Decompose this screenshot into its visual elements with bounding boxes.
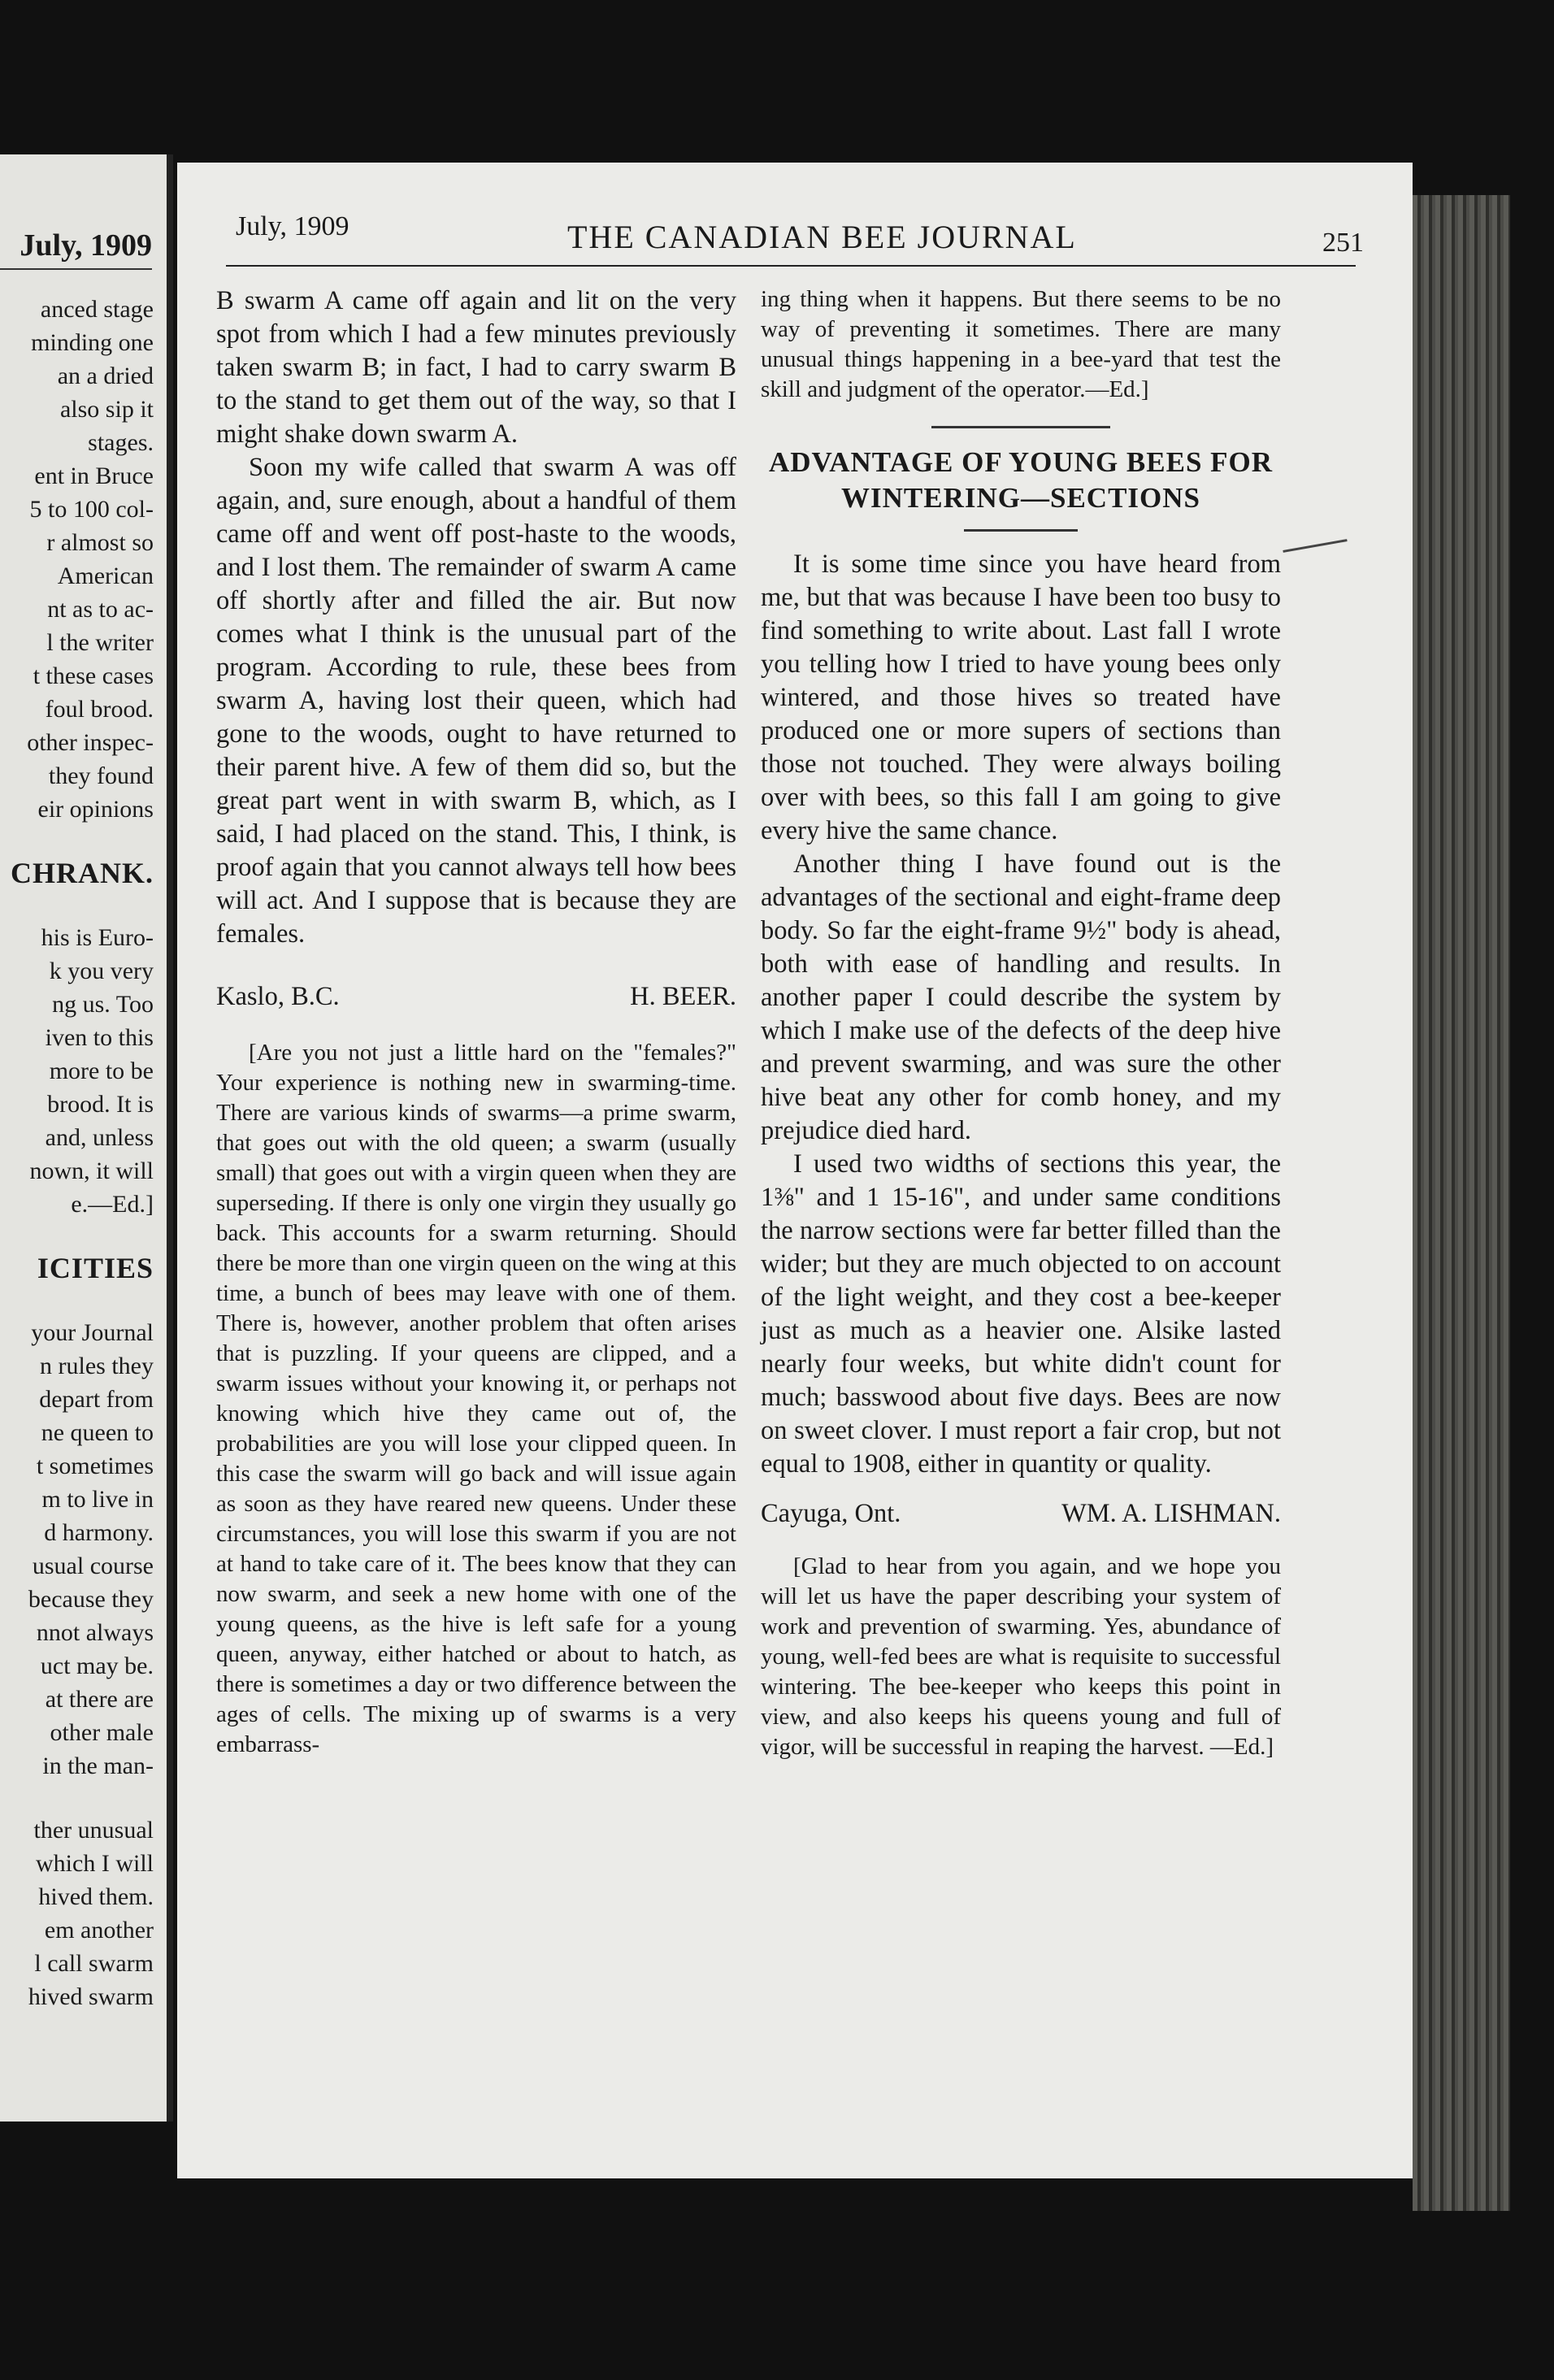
previous-page-fragment: [0, 154, 173, 2122]
fragment-line: minding one: [31, 329, 154, 356]
fragment-line: hived swarm: [28, 1983, 154, 2010]
fragment-line: nt as to ac-: [47, 596, 154, 623]
fragment-line: nnot always: [36, 1619, 154, 1646]
fragment-line: iven to this: [45, 1024, 154, 1051]
paragraph: Soon my wife called that swarm A was off again, and, sure enough, about a handful of them came off and went off post-haste to the woods, and I lost them. The remainder of swarm A came off shortly after and filled the air. But now comes what I think is the unusual part of the program. According to rule, these bees from swarm A, having lost their queen, which had gone to the woods, ought to have returned to their parent hive. A few of them did so, but the great part went in with swarm B, which, as I said, I had placed on the stand. This, I think, is proof again that you cannot always tell how bees will act. And I suppose that is because they are females.: [216, 453, 736, 949]
fragment-line: foul brood.: [45, 696, 154, 723]
fragment-line: usual course: [32, 1553, 154, 1579]
paragraph: It is some time since you have heard from me, but that was because I have been too busy to find something to write about. Last fall I wrote you telling how I tried to have young bees only wintered, and those hives so treated have produced one or more supers of sections than those not touched. They were always boiling over with bees, so this fall I am going to give every hive the same chance.: [761, 549, 1281, 845]
fragment-line: t sometimes: [36, 1453, 154, 1479]
editor-note: [Glad to hear from you again, and we hope you will let us have the paper describing your system of work and prevention of swarming. Yes, abundance of young, well-fed bees are what is requisite to successful wintering. The bee-keeper who keeps this point in view, and also keeps his queens young and full of vigor, will be successful in reaping the harvest. —Ed.]: [761, 1553, 1281, 1760]
fragment-line: uct may be.: [40, 1653, 154, 1679]
page-number: 251: [1322, 228, 1364, 258]
signature-place: Cayuga, Ont.: [761, 1499, 901, 1528]
signature-line: [761, 1497, 1281, 1531]
fragment-line: l the writer: [46, 629, 154, 656]
header-date: July, 1909: [236, 211, 349, 241]
editor-note-continued: ing thing when it happens. But there seems to be no way of preventing it sometimes. There are many unusual things happening in a bee-yard that test the skill and judgment of the operator.—Ed.]: [761, 286, 1281, 402]
fragment-line: in the man-: [42, 1752, 154, 1779]
previous-page-header-rule: [0, 268, 152, 270]
fragment-line: brood. It is: [47, 1091, 154, 1118]
fragment-line: em another: [44, 1917, 154, 1944]
previous-page-text: [0, 293, 154, 2013]
fragment-line: at there are: [45, 1686, 154, 1713]
signature-line: [216, 980, 736, 1014]
fragment-line: k you very: [49, 958, 154, 984]
fragment-line: ther unusual: [33, 1817, 154, 1844]
fragment-line: nown, it will: [29, 1157, 154, 1184]
journal-page: [177, 163, 1413, 2178]
article-title-line: WINTERING—SECTIONS: [841, 482, 1200, 514]
pencil-mark: [1283, 539, 1347, 553]
fragment-line: American: [57, 562, 154, 589]
paragraph: I used two widths of sections this year, the 1⅜" and 1 15-16", and under same conditions the narrow sections were far better filled than the wider; but they are much objected to on account of the light weight, and they cost a bee-keeper just as much as a heavier one. Alsike lasted nearly four weeks, but white didn't count for much; basswood about five days. Bees are now on sweet clover. I must report a fair crop, but not equal to 1908, either in quantity or quality.: [761, 1149, 1281, 1479]
paragraph: B swarm A came off again and lit on the very spot from which I had a few minutes previously taken swarm B; in fact, I had to carry swarm B to the stand to get them out of the way, so that I might shake down swarm A.: [216, 286, 736, 449]
fragment-line: his is Euro-: [41, 924, 154, 951]
title-rule: [964, 529, 1078, 532]
fragment-line: e.—Ed.]: [71, 1191, 154, 1218]
article-title: [761, 445, 1281, 516]
fragment-line: other male: [50, 1719, 154, 1746]
fragment-line: stages.: [88, 429, 154, 456]
fragment-line: m to live in: [41, 1486, 154, 1513]
fragment-line: d harmony.: [44, 1519, 154, 1546]
header-rule: [226, 265, 1356, 267]
previous-page-header: July, 1909: [20, 228, 152, 263]
paragraph: Another thing I have found out is the advantages of the sectional and eight-frame deep body. So far the eight-frame 9½" body is ahead, both with ease of handling and results. In another paper I could describe the system by which I make use of the defects of the deep hive and prevent swarming, and was sure the other hive beat any other for comb honey, and my prejudice died hard.: [761, 849, 1281, 1145]
fragment-line: they found: [48, 762, 154, 789]
fragment-line: hived them.: [38, 1883, 154, 1910]
fragment-line: eir opinions: [37, 796, 154, 823]
fragment-line: anced stage: [40, 296, 154, 323]
fragment-line: an a dried: [57, 363, 154, 389]
section-rule: [931, 426, 1110, 428]
fragment-line: ne queen to: [41, 1419, 154, 1446]
fragment-line: more to be: [49, 1058, 154, 1084]
fragment-section-title: ICITIES: [37, 1252, 154, 1284]
journal-title: THE CANADIAN BEE JOURNAL: [567, 219, 1077, 255]
fragment-line: t these cases: [33, 662, 154, 689]
fragment-line: and, unless: [45, 1124, 154, 1151]
right-column: [761, 284, 1281, 1762]
running-head: [226, 211, 1396, 260]
fragment-line: l call swarm: [34, 1950, 154, 1977]
signature-author: H. BEER.: [630, 982, 736, 1011]
fragment-line: depart from: [39, 1386, 154, 1413]
fragment-line: 5 to 100 col-: [29, 496, 154, 523]
fragment-signature: CHRANK.: [11, 857, 154, 889]
fragment-line: your Journal: [31, 1319, 154, 1346]
fragment-line: ng us. Too: [52, 991, 154, 1018]
book-page-edges: [1413, 195, 1510, 2211]
editor-note: [Are you not just a little hard on the "females?" Your experience is nothing new in swarming-time. There are various kinds of swarms—a prime swarm, that goes out with the old queen; a swarm (usually small) that goes out with a virgin queen when they are superseding. If there is only one virgin they usually go back. This accounts for a swarm returning. Should there be more than one virgin queen on the wing at this time, a bunch of bees may leave with one of them. There is, however, another problem that often arises that is puzzling. If your queens are clipped, and a swarm issues without your knowing it, or perhaps not knowing which hive they came out of, the probabilities are you will lose your clipped queen. In this case the swarm will go back and will issue again as soon as they have reared new queens. Under these circumstances, you will lose this swarm if you are not at hand to take care of it. The bees know that they can now swarm, and seek a new home with one of the young queens, as the hive is left safe for a young queen, anyway, either hatched or about to hatch, as there is sometimes a day or two difference between the ages of cells. The mixing up of swarms is a very embarrass-: [216, 1040, 736, 1757]
fragment-line: also sip it: [59, 396, 154, 423]
left-column: [216, 284, 736, 1760]
fragment-line: other inspec-: [27, 729, 154, 756]
fragment-line: r almost so: [46, 529, 154, 556]
fragment-line: n rules they: [40, 1353, 154, 1379]
fragment-line: ent in Bruce: [34, 463, 154, 489]
fragment-line: because they: [28, 1586, 154, 1613]
signature-author: WM. A. LISHMAN.: [1061, 1499, 1281, 1528]
article-title-line: ADVANTAGE OF YOUNG BEES FOR: [768, 446, 1274, 478]
signature-place: Kaslo, B.C.: [216, 982, 340, 1011]
fragment-line: which I will: [36, 1850, 154, 1877]
